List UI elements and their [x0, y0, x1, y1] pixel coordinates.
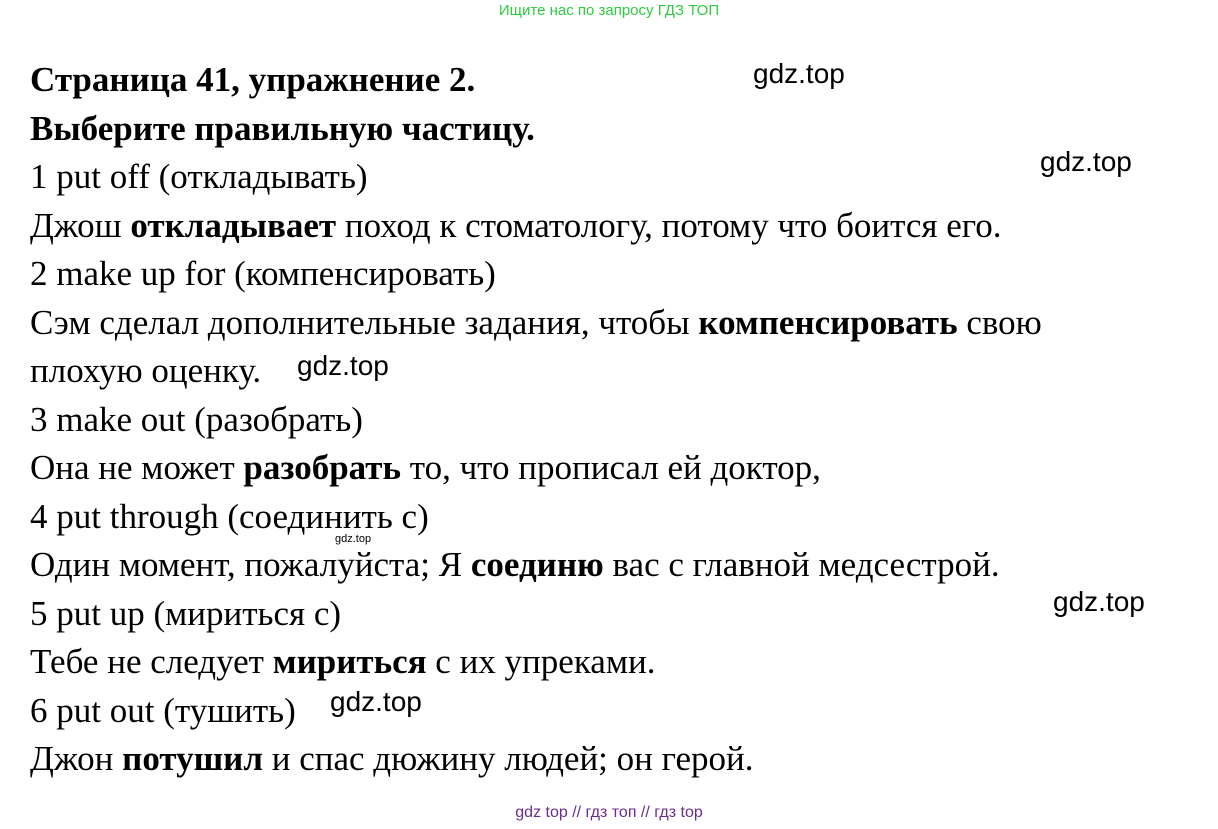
sentence-5-post: с их упреками.	[426, 642, 656, 681]
phrase-item-2: 2 make up for (компенсировать)	[30, 254, 496, 293]
sentence-2	[30, 299, 1210, 348]
sentence-3	[30, 444, 1210, 493]
exercise-content	[30, 56, 1210, 784]
sentence-2-post: свою	[957, 302, 1042, 342]
sentence-1-answer: откладывает	[130, 205, 337, 245]
sentence-6-pre: Джон	[30, 739, 123, 778]
sentence-1-pre: Джош	[30, 205, 131, 245]
phrase-item-1: 1 put off (откладывать)	[30, 157, 368, 196]
sentence-2-pre: Сэм сделал дополнительные задания, чтобы	[30, 302, 699, 342]
page-title: Страница 41, упражнение 2.	[30, 60, 476, 99]
watermark-gdz-top-small: gdz.top	[335, 533, 372, 545]
watermark-gdz-top: gdz.top	[753, 58, 845, 89]
phrase-item-5: 5 put up (мириться с)	[30, 593, 342, 633]
sentence-6	[30, 735, 1210, 784]
phrase-item-4: 4 put through (соединить с)	[30, 496, 429, 536]
phrase-item-3: 3 make out (разобрать)	[30, 399, 363, 439]
sentence-3-post: то, что прописал ей доктор,	[400, 448, 821, 487]
sentence-4	[30, 541, 1210, 590]
footer-watermark: gdz top // гдз топ // гдз top	[515, 804, 703, 821]
top-banner: Ищите нас по запросу ГДЗ ТОП	[498, 2, 720, 19]
sentence-1	[30, 202, 1210, 251]
watermark-gdz-top: gdz.top	[330, 686, 422, 717]
watermark-gdz-top: gdz.top	[1040, 146, 1132, 177]
sentence-3-pre: Она не может	[30, 448, 244, 487]
watermark-gdz-top: gdz.top	[297, 350, 389, 381]
sentence-5-answer: мириться	[272, 642, 427, 681]
sentence-2-answer: компенсировать	[698, 302, 958, 342]
sentence-3-answer: разобрать	[243, 448, 401, 487]
sentence-4-answer: соединю	[470, 545, 604, 584]
sentence-6-answer: потушил	[122, 739, 263, 778]
watermark-gdz-top: gdz.top	[1053, 586, 1145, 617]
sentence-2-continuation: плохую оценку.	[30, 351, 262, 390]
sentence-1-post: поход к стоматологу, потому что боится его.	[336, 205, 1002, 245]
sentence-4-post: вас с главной медсестрой.	[603, 545, 1000, 584]
sentence-4-pre: Один момент, пожалуйста; Я	[30, 545, 471, 584]
sentence-5	[30, 638, 1210, 687]
sentence-6-post: и спас дюжину людей; он герой.	[262, 739, 754, 778]
phrase-item-6: 6 put out (тушить)	[30, 690, 296, 730]
task-instruction: Выберите правильную частицу.	[30, 108, 535, 148]
sentence-5-pre: Тебе не следует	[30, 642, 273, 681]
